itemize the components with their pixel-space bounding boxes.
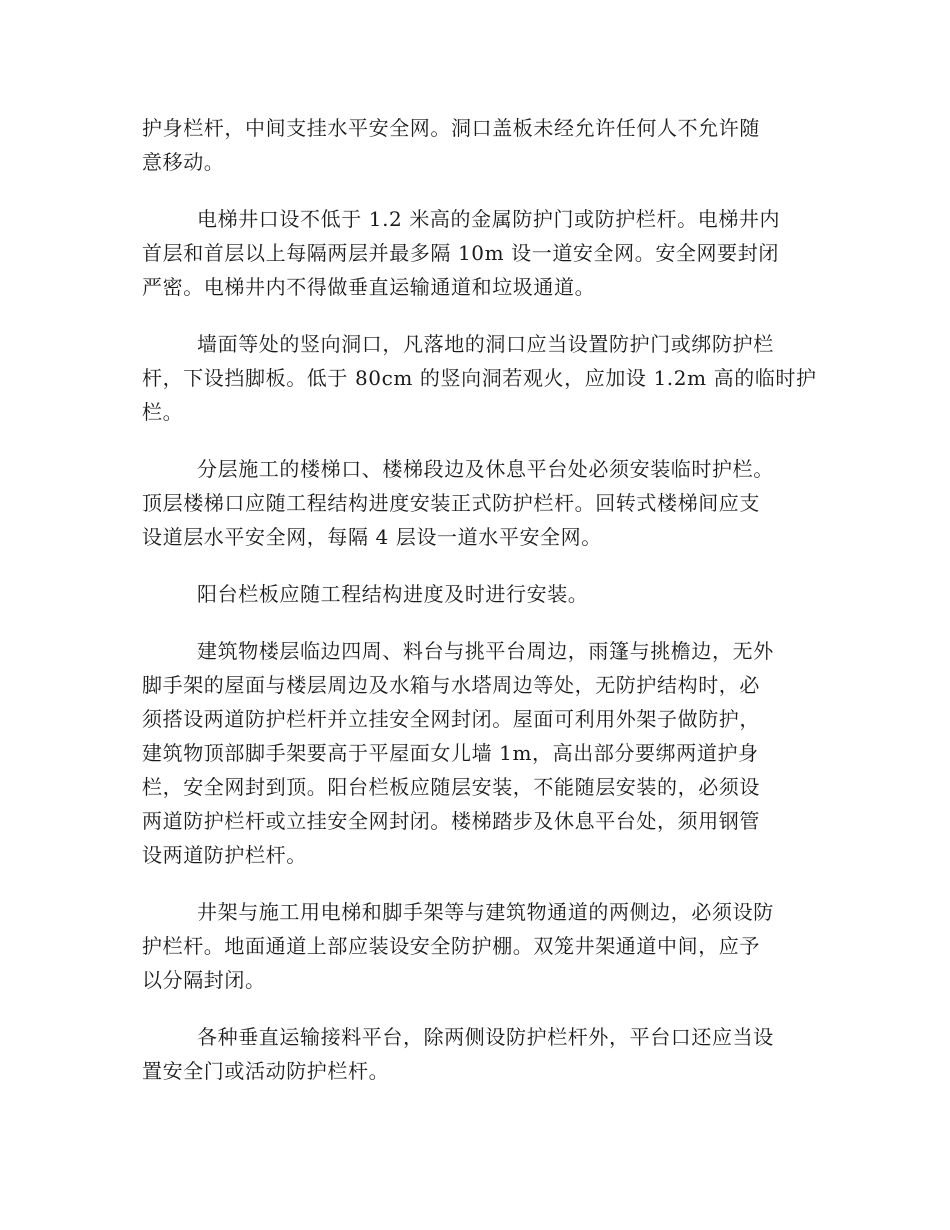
text-line: 栏，安全网封到顶。阳台栏板应随层安装，不能随层安装的，必须设: [142, 775, 760, 799]
paragraph-start: 分层施工的楼梯口、楼梯段边及休息平台处必须安装临时护栏。: [197, 457, 774, 481]
paragraph-start: 墙面等处的竖向洞口，凡落地的洞口应当设置防护门或绑防护栏: [197, 332, 774, 356]
text-line: 设道层水平安全网，每隔 4 层设一道水平安全网。: [142, 525, 602, 549]
text-line: 置安全门或活动防护栏杆。: [142, 1059, 390, 1083]
text-line: 脚手架的屋面与楼层周边及水箱与水塔周边等处，无防护结构时，必: [142, 673, 760, 697]
text-line: 杆，下设挡脚板。低于 80cm 的竖向洞若观火，应加设 1.2m 高的临时护: [142, 366, 817, 390]
text-line: 首层和首层以上每隔两层并最多隔 10m 设一道安全网。安全网要封闭: [142, 241, 779, 265]
paragraph-start: 阳台栏板应随工程结构进度及时进行安装。: [197, 582, 589, 606]
text-line: 顶层楼梯口应随工程结构进度安装正式防护栏杆。回转式楼梯间应支: [142, 491, 760, 515]
text-line: 设两道防护栏杆。: [142, 843, 307, 867]
text-line: 建筑物顶部脚手架要高于平屋面女儿墙 1m，高出部分要绑两道护身: [142, 741, 759, 765]
paragraph-start: 井架与施工用电梯和脚手架等与建筑物通道的两侧边，必须设防: [197, 900, 774, 924]
text-line: 护身栏杆，中间支挂水平安全网。洞口盖板未经允许任何人不允许随: [142, 116, 760, 140]
paragraph-start: 建筑物楼层临边四周、料台与挑平台周边，雨篷与挑檐边，无外: [197, 639, 774, 663]
paragraph-start: 电梯井口设不低于 1.2 米高的金属防护门或防护栏杆。电梯井内: [197, 207, 781, 231]
text-line: 严密。电梯井内不得做垂直运输通道和垃圾通道。: [142, 275, 596, 299]
text-line: 护栏杆。地面通道上部应装设安全防护棚。双笼井架通道中间，应予: [142, 934, 760, 958]
text-line: 两道防护栏杆或立挂安全网封闭。楼梯踏步及休息平台处，须用钢管: [142, 809, 760, 833]
paragraph-start: 各种垂直运输接料平台，除两侧设防护栏杆外，平台口还应当设: [197, 1025, 774, 1049]
text-line: 须搭设两道防护栏杆并立挂安全网封闭。屋面可利用外架子做防护，: [142, 707, 760, 731]
text-line: 栏。: [142, 400, 184, 424]
text-line: 以分隔封闭。: [142, 968, 266, 992]
text-line: 意移动。: [142, 150, 225, 174]
